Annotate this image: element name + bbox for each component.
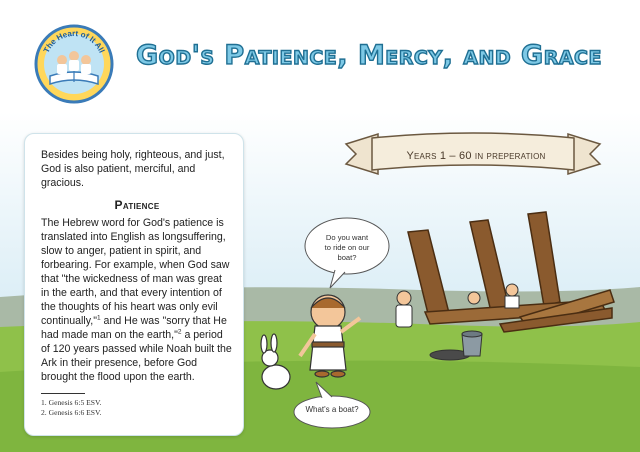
body-text-part3: a period of 120 years passed while Noah built the Ark in their presence, before God brought the flood upon the earth. [41,329,232,383]
intro-paragraph: Besides being holy, righteous, and just, God is also patient, merciful, and gracious. [41,149,225,189]
text-card [24,133,244,436]
footnote-marker-2: 2 [177,328,182,336]
banner-text: Years 1 – 60 in preperation [406,150,546,162]
header [0,0,640,120]
body-text-part2: and He was "sorry that He had made man on the earth," [41,315,227,341]
reply-bubble-text: What's a boat? [305,405,359,414]
body-paragraph [41,216,233,384]
footnote-divider [41,393,85,394]
section-heading: Patience [114,198,160,212]
footnote-marker-1: 1 [96,314,101,322]
footnote-1: 1. Genesis 6:5 ESV. [41,398,102,407]
heart-of-it-all-logo [34,24,114,104]
body-text-part1: The Hebrew word for God's patience is translated into English as longsuffering, slow to anger, patient in spirit, and forbearing. For example, when God saw that "the wickedness of man was great in the earth, and that every intention of the thoughts of his heart was only evil continually," [41,217,230,327]
logo-text: The Heart of It All [41,28,107,55]
question-bubble-text: Do you want to ride on our boat? [324,233,370,262]
footnote-2: 2. Genesis 6:6 ESV. [41,407,102,417]
page-title: God's Patience, Mercy, and Grace [136,40,602,71]
